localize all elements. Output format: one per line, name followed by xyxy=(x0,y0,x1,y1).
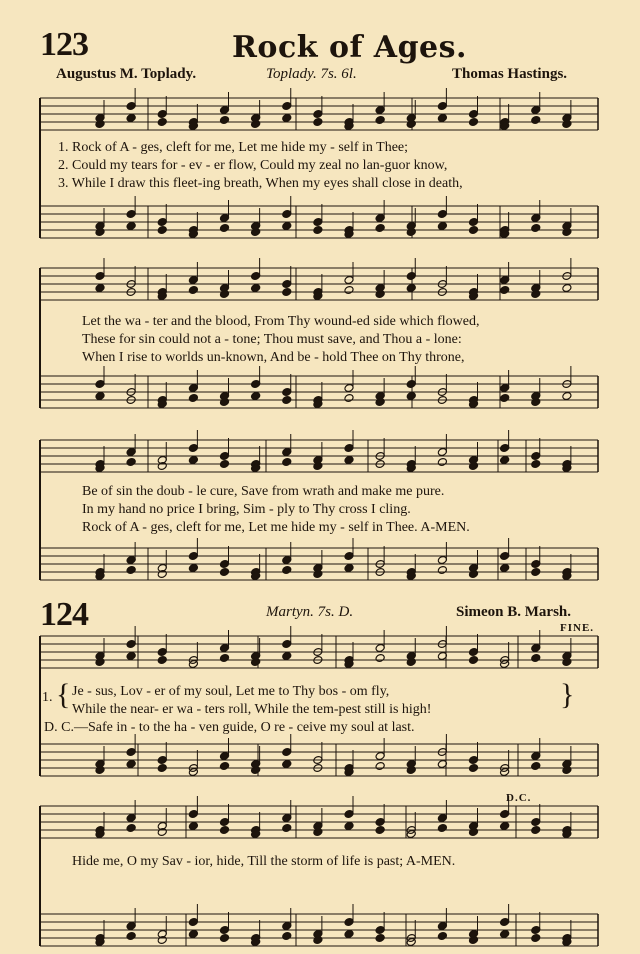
note-head xyxy=(219,116,229,125)
note-head xyxy=(282,652,292,661)
note-head xyxy=(282,288,292,297)
note-head xyxy=(406,392,416,401)
note-head xyxy=(437,114,447,123)
note-head xyxy=(219,654,229,663)
note-head xyxy=(95,392,105,401)
note-head xyxy=(468,118,478,127)
note-head xyxy=(562,284,572,293)
note-head xyxy=(437,566,447,575)
note-head xyxy=(126,114,136,123)
note-head xyxy=(251,392,261,401)
note-head xyxy=(157,764,167,773)
note-head xyxy=(344,930,354,939)
note-head xyxy=(126,932,136,941)
note-head xyxy=(531,934,541,943)
note-head xyxy=(219,826,229,835)
note-head xyxy=(219,762,229,771)
hymn-123-system1-verse1: 1. Rock of A - ges, cleft for me, Let me hide my - self in Thee; xyxy=(58,140,409,155)
hymn-123-system2-verse2: These for sin could not a - tone; Thou must save, and Thou a - lone: xyxy=(82,332,462,347)
fine-marker: FINE. xyxy=(560,622,595,634)
note-head xyxy=(531,762,541,771)
hymn-123-title: Rock of Ages. xyxy=(232,30,467,65)
note-head xyxy=(375,116,385,125)
note-head xyxy=(375,934,385,943)
note-head xyxy=(282,932,292,941)
note-head xyxy=(375,762,385,771)
hymn-123-system3-verse1: Be of sin the doub - le cure, Save from wrath and make me pure. xyxy=(82,484,445,499)
verse-right-brace: } xyxy=(560,678,575,711)
hymn-123-system3-verse2: In my hand no price I bring, Sim - ply to Thy cross I cling. xyxy=(82,502,411,517)
note-head xyxy=(313,118,323,127)
note-head xyxy=(126,566,136,575)
note-head xyxy=(282,566,292,575)
note-head xyxy=(531,826,541,835)
note-head xyxy=(437,458,447,467)
note-head xyxy=(437,932,447,941)
note-head xyxy=(282,760,292,769)
hymn-124-number: 124 xyxy=(40,596,88,633)
note-head xyxy=(531,568,541,577)
note-head xyxy=(126,222,136,231)
hymn-123-system2-verse3: When I rise to worlds un-known, And be - hold Thee on Thy throne, xyxy=(82,350,465,365)
note-head xyxy=(95,284,105,293)
note-head xyxy=(188,822,198,831)
note-head xyxy=(282,396,292,405)
note-head xyxy=(251,284,261,293)
note-head xyxy=(468,764,478,773)
note-head xyxy=(344,394,354,403)
note-head xyxy=(531,654,541,663)
note-head xyxy=(375,224,385,233)
note-head xyxy=(157,656,167,665)
note-head xyxy=(468,656,478,665)
note-head xyxy=(313,226,323,235)
hymn-124-tune: Martyn. 7s. D. xyxy=(266,604,354,620)
hymn-124-composer: Simeon B. Marsh. xyxy=(456,604,572,620)
note-head xyxy=(375,826,385,835)
note-head xyxy=(344,286,354,295)
note-head xyxy=(282,222,292,231)
hymn-123-author: Augustus M. Toplady. xyxy=(56,66,197,82)
hymn-124-system2-line1: Hide me, O my Sav - ior, hide, Till the storm of life is past; A-MEN. xyxy=(72,854,456,869)
note-head xyxy=(126,760,136,769)
note-head xyxy=(126,652,136,661)
hymn-123-system1-verse3: 3. While I draw this fleet-ing breath, When my eyes shall close in death, xyxy=(58,176,463,191)
note-head xyxy=(219,934,229,943)
note-head xyxy=(406,284,416,293)
hymn-123-composer: Thomas Hastings. xyxy=(452,66,568,82)
note-head xyxy=(500,564,510,573)
note-head xyxy=(188,394,198,403)
note-head xyxy=(219,224,229,233)
verse-left-brace: { xyxy=(56,678,71,711)
hymn-124-system1-line1: Je - sus, Lov - er of my soul, Let me to Thy bos - om fly, xyxy=(72,684,390,699)
note-head xyxy=(282,114,292,123)
note-head xyxy=(188,456,198,465)
note-head xyxy=(500,822,510,831)
hymn-123-system3-verse3: Rock of A - ges, cleft for me, Let me hide my - self in Thee. A-MEN. xyxy=(82,520,470,535)
note-head xyxy=(500,456,510,465)
note-head xyxy=(126,824,136,833)
note-head xyxy=(500,930,510,939)
hymn-123-number: 123 xyxy=(40,26,88,63)
hymn-123-system2-verse1: Let the wa - ter and the blood, From Thy wound-ed side which flowed, xyxy=(82,314,480,329)
note-head xyxy=(282,458,292,467)
note-head xyxy=(344,822,354,831)
hymn-124-verse-number: 1. xyxy=(42,690,53,705)
hymn-124-system1-line2: While the near- er wa - ters roll, While the tem-pest still is high! xyxy=(72,702,432,717)
note-head xyxy=(157,118,167,127)
dc-marker: D.C. xyxy=(506,792,532,804)
note-head xyxy=(219,460,229,469)
note-head xyxy=(344,456,354,465)
note-head xyxy=(219,568,229,577)
note-head xyxy=(282,824,292,833)
note-head xyxy=(531,116,541,125)
note-head xyxy=(188,286,198,295)
hymn-124-system1-dc-line: D. C.—Safe in - to the ha - ven guide, O re - ceive my soul at last. xyxy=(44,720,415,735)
note-head xyxy=(531,224,541,233)
note-head xyxy=(375,654,385,663)
note-head xyxy=(157,226,167,235)
note-head xyxy=(437,824,447,833)
note-head xyxy=(562,392,572,401)
note-head xyxy=(126,458,136,467)
note-head xyxy=(188,564,198,573)
note-head xyxy=(500,286,510,295)
note-head xyxy=(437,222,447,231)
hymn-123-system1-verse2: 2. Could my tears for - ev - er flow, Could my zeal no lan-guor know, xyxy=(58,158,448,173)
note-head xyxy=(188,930,198,939)
note-head xyxy=(531,460,541,469)
hymn-123-tune: Toplady. 7s. 6l. xyxy=(266,66,357,82)
note-head xyxy=(500,394,510,403)
note-head xyxy=(468,226,478,235)
note-head xyxy=(344,564,354,573)
